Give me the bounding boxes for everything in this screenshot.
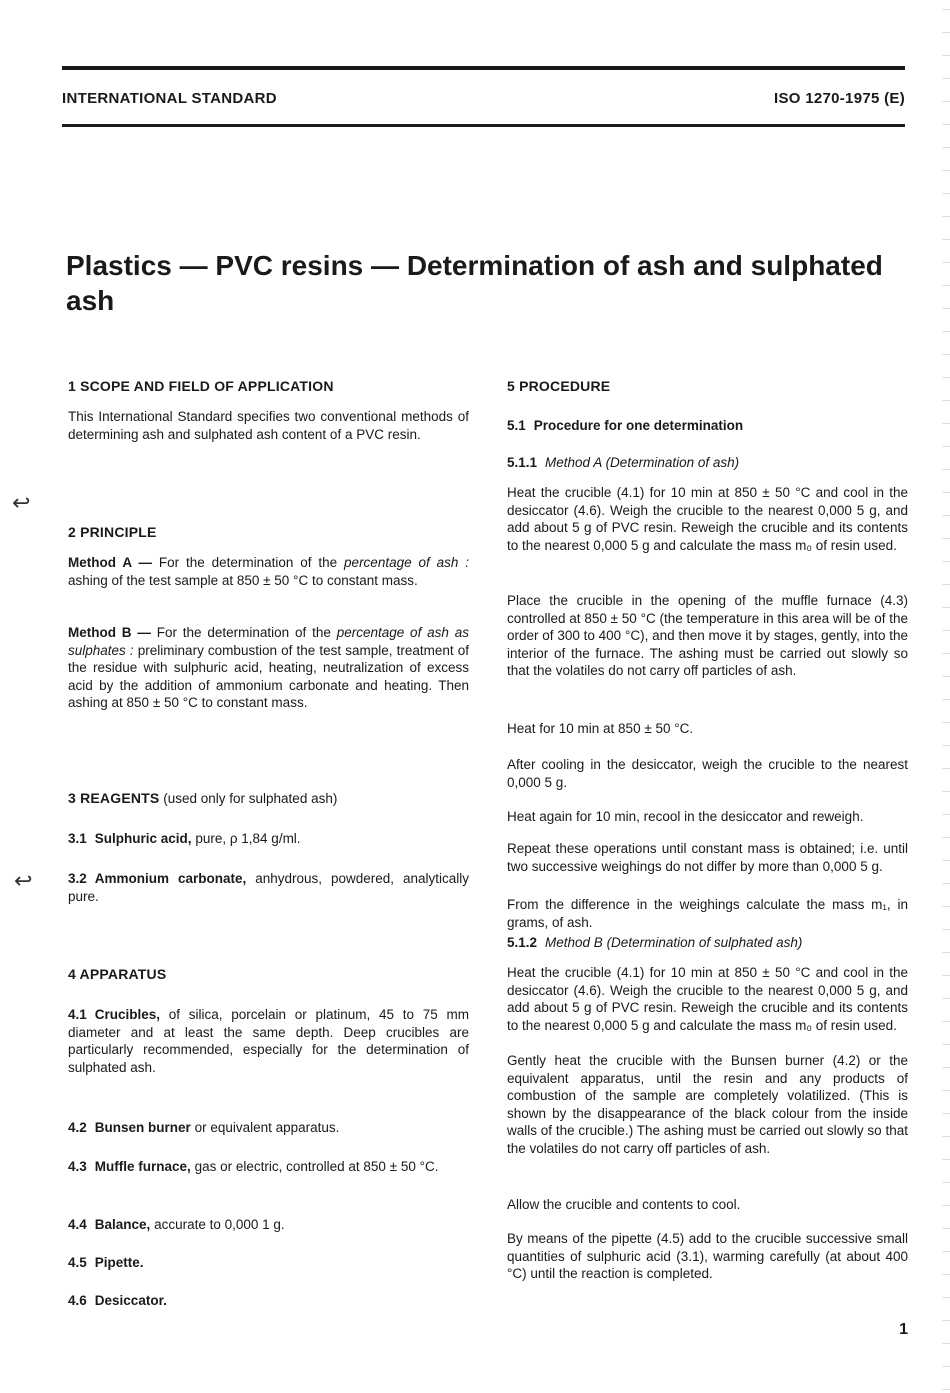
clause-number: 4.2	[68, 1120, 87, 1135]
clause-term: Bunsen burner	[94, 1120, 191, 1135]
clause-term: Ammonium carbonate,	[94, 871, 247, 886]
clause	[68, 830, 469, 848]
paragraph: Gently heat the crucible with the Bunsen burner (4.2) or the equivalent apparatus, until the resin and any products of combustion of the sample are completely volatilized. (This is shown by the disappearance of the black colour from the inside walls of the crucible.) The ashing must be carried out slowly so that the volatiles do not carry off particles of ash.	[507, 1053, 908, 1156]
header-rule-top	[62, 66, 905, 70]
clause	[68, 1216, 469, 1234]
clause-text: or equivalent apparatus.	[194, 1120, 340, 1135]
clause-term: Desiccator.	[94, 1293, 167, 1308]
clause-term: Method B (Determination of sulphated ash)	[545, 935, 803, 950]
header-standard-number: ISO 1270-1975 (E)	[773, 90, 905, 107]
text-italic: percentage of ash as sulphates :	[68, 625, 469, 658]
subsection-heading	[507, 417, 908, 435]
clause-term: Sulphuric acid,	[94, 831, 192, 846]
paragraph: After cooling in the desiccator, weigh the crucible to the nearest 0,000 5 g.	[507, 757, 908, 790]
clause	[68, 1119, 469, 1137]
clause	[68, 870, 469, 905]
clause-text: of silica, porcelain or platinum, 45 to 75 mm diameter and at least the same depth. Deep crucibles are particularly recommended, especially for the determination of sulphated ash.	[68, 1007, 469, 1075]
subsection-heading	[507, 454, 908, 472]
method-label: Method A —	[68, 555, 152, 570]
page-number: 1	[899, 1321, 908, 1338]
clause-term: Balance,	[94, 1217, 151, 1232]
clause	[68, 1158, 469, 1176]
scan-edge	[942, 0, 950, 1393]
section-heading: 1 SCOPE AND FIELD OF APPLICATION	[68, 378, 334, 394]
clause-term: Method A (Determination of ash)	[545, 455, 740, 470]
document-title: Plastics — PVC resins — Determination of ash and sulphated ash	[66, 250, 883, 316]
paragraph	[68, 624, 469, 712]
subsection-heading	[507, 934, 908, 952]
method-label: Method B —	[68, 625, 151, 640]
clause	[68, 1006, 469, 1076]
clause-text: anhydrous, powdered, analytically pure.	[68, 871, 469, 904]
clause-term: Crucibles,	[94, 1007, 161, 1022]
clause-text: accurate to 0,000 1 g.	[154, 1217, 285, 1232]
paragraph	[68, 554, 469, 589]
section-heading	[68, 790, 469, 808]
section-heading: 2 PRINCIPLE	[68, 524, 157, 540]
paragraph: This International Standard specifies two conventional methods of determining ash and sulphated ash content of a PVC resin.	[68, 409, 469, 442]
clause-number: 4.4	[68, 1217, 87, 1232]
paragraph: Repeat these operations until constant mass is obtained; i.e. until two successive weighings do not differ by more than 0,000 5 g.	[507, 841, 908, 874]
clause-number: 5.1.2	[507, 935, 538, 950]
paragraph: Heat again for 10 min, recool in the desiccator and reweigh.	[507, 809, 864, 824]
header-rule-bottom	[62, 124, 905, 127]
clause-number: 4.3	[68, 1159, 87, 1174]
clause	[68, 1292, 469, 1310]
clause-number: 4.5	[68, 1255, 87, 1270]
clause-number: 5.1	[507, 418, 526, 433]
paragraph: By means of the pipette (4.5) add to the crucible successive small quantities of sulphuric acid (3.1), warming carefully (at about 400 °C) until the reaction is completed.	[507, 1231, 908, 1281]
text: For the determination of the	[156, 625, 331, 640]
header-standard-label: INTERNATIONAL STANDARD	[62, 90, 277, 107]
text: preliminary combustion of the test sample, treatment of the residue with sulphuric acid, heating, neutralization of excess acid by the addition of ammonium carbonate and heating. Then ashing at 850 ± 50 °C to constant mass.	[68, 642, 469, 710]
paragraph: Heat the crucible (4.1) for 10 min at 850 ± 50 °C and cool in the desiccator (4.6). Weigh the crucible to the nearest 0,000 5 g, and add about 5 g of PVC resin. Reweigh the crucible and its contents to the nearest 0,000 5 g and calculate the mass m₀ of resin used.	[507, 965, 908, 1033]
heading-text: 3 REAGENTS	[68, 790, 160, 806]
margin-check-mark: ↩	[12, 490, 31, 515]
margin-check-mark: ↩	[14, 868, 33, 893]
clause-text: pure, ρ 1,84 g/ml.	[195, 831, 301, 846]
clause-term: Muffle furnace,	[94, 1159, 191, 1174]
clause-number: 5.1.1	[507, 455, 538, 470]
text: ashing of the test sample at 850 ± 50 °C to constant mass.	[68, 572, 418, 588]
text-italic: percentage of ash :	[344, 555, 469, 570]
clause-number: 3.1	[68, 831, 87, 846]
paragraph: Heat the crucible (4.1) for 10 min at 850 ± 50 °C and cool in the desiccator (4.6). Weigh the crucible to the nearest 0,000 5 g, and add about 5 g of PVC resin. Reweigh the crucible and its contents to the nearest 0,000 5 g and calculate the mass m₀ of resin used.	[507, 485, 908, 553]
paragraph: Allow the crucible and contents to cool.	[507, 1197, 741, 1212]
clause-term: Procedure for one determination	[533, 418, 744, 433]
paragraph: Heat for 10 min at 850 ± 50 °C.	[507, 721, 694, 736]
clause-number: 4.1	[68, 1007, 87, 1022]
clause-number: 4.6	[68, 1293, 87, 1308]
text: For the determination of the	[158, 555, 338, 570]
heading-note: (used only for sulphated ash)	[163, 791, 338, 806]
paragraph: Place the crucible in the opening of the muffle furnace (4.3) controlled at 850 ± 50 °C (the temperature in this area will be of the order of 300 to 400 °C), and then move it by stages, gently, into the interior of the furnace. The ashing must be carried out slowly so that the volatiles do not carry off particles of ash.	[507, 593, 908, 678]
section-heading: 4 APPARATUS	[68, 966, 167, 982]
clause	[68, 1254, 469, 1272]
paragraph: From the difference in the weighings calculate the mass m₁, in grams, of ash.	[507, 897, 908, 930]
clause-term: Pipette.	[94, 1255, 144, 1270]
clause-number: 3.2	[68, 871, 87, 886]
clause-text: gas or electric, controlled at 850 ± 50 °C.	[194, 1159, 439, 1174]
section-heading: 5 PROCEDURE	[507, 378, 611, 394]
